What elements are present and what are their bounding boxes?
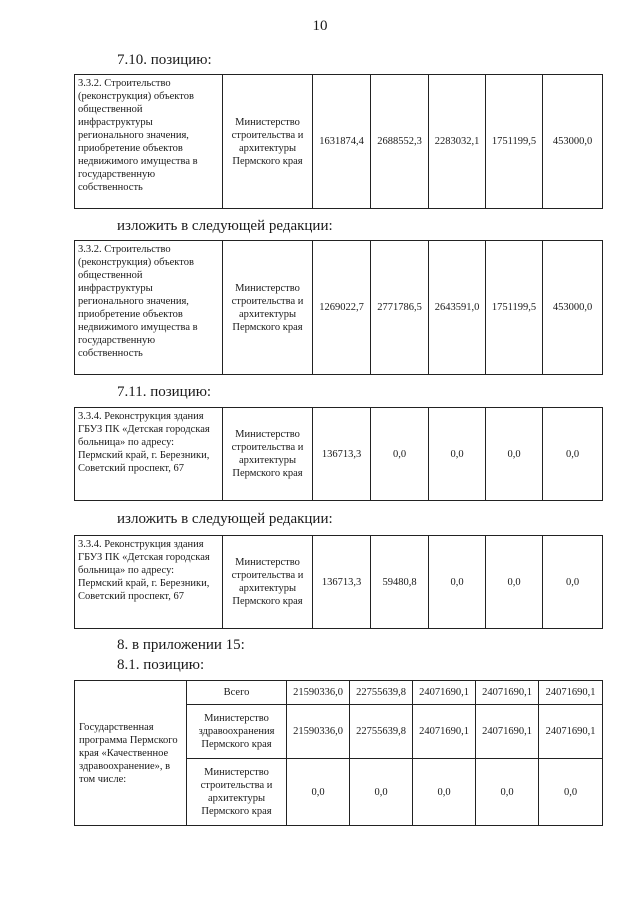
value-cell: 24071690,1 (539, 681, 603, 705)
value-cell: 2771786,5 (371, 241, 429, 375)
value-cell: 0,0 (429, 408, 486, 501)
value-cell: 2643591,0 (429, 241, 486, 375)
value-cell: 59480,8 (371, 536, 429, 629)
table-row (75, 241, 603, 375)
replace-heading-2: изложить в следующей редакции: (117, 511, 333, 527)
section-heading-8-1: 8.1. позицию: (117, 657, 205, 673)
program-name: Государственная программа Пермского края «Качественное здравоохранение», в том числе: (75, 681, 187, 826)
value-cell: 0,0 (543, 536, 603, 629)
responsible-org: Министерство строительства и архитектуры Пермского края (223, 536, 313, 629)
value-cell: 1751199,5 (486, 241, 543, 375)
section-heading-8: 8. в приложении 15: (117, 637, 245, 653)
value-cell: 22755639,8 (350, 681, 413, 705)
table-row (75, 408, 603, 501)
value-cell: 0,0 (413, 759, 476, 826)
value-cell: 453000,0 (543, 241, 603, 375)
value-cell: 136713,3 (313, 408, 371, 501)
position-description: 3.3.4. Реконструкция здания ГБУЗ ПК «Детская городская больница» по адресу: Пермский край, г. Березники, Советский проспект, 67 (75, 408, 223, 501)
responsible-org: Министерство строительства и архитектуры Пермского края (223, 408, 313, 501)
value-cell: 21590336,0 (287, 705, 350, 759)
position-description: 3.3.4. Реконструкция здания ГБУЗ ПК «Детская городская больница» по адресу: Пермский край, г. Березники, Советский проспект, 67 (75, 536, 223, 629)
row-label: Министерство строительства и архитектуры Пермского края (187, 759, 287, 826)
position-description: 3.3.2. Строительство (реконструкция) объектов общественной инфраструктуры регионального значения, приобретение объектов недвижимого имущества в государственную собственность (75, 75, 223, 209)
value-cell: 0,0 (476, 759, 539, 826)
value-cell: 0,0 (486, 536, 543, 629)
value-cell: 0,0 (350, 759, 413, 826)
section-heading-7-11: 7.11. позицию: (117, 384, 212, 400)
value-cell: 2283032,1 (429, 75, 486, 209)
table-program (74, 680, 603, 826)
section-heading-7-10: 7.10. позицию: (117, 52, 212, 68)
table-row (75, 681, 603, 705)
value-cell: 0,0 (486, 408, 543, 501)
row-label: Министерство здравоохранения Пермского края (187, 705, 287, 759)
table-332-new (74, 240, 603, 375)
position-description: 3.3.2. Строительство (реконструкция) объектов общественной инфраструктуры регионального значения, приобретение объектов недвижимого имущества в государственную собственность (75, 241, 223, 375)
value-cell: 0,0 (539, 759, 603, 826)
value-cell: 24071690,1 (539, 705, 603, 759)
value-cell: 24071690,1 (413, 681, 476, 705)
value-cell: 22755639,8 (350, 705, 413, 759)
value-cell: 0,0 (287, 759, 350, 826)
table-row (75, 536, 603, 629)
value-cell: 24071690,1 (413, 705, 476, 759)
value-cell: 0,0 (543, 408, 603, 501)
value-cell: 24071690,1 (476, 681, 539, 705)
value-cell: 24071690,1 (476, 705, 539, 759)
table-row (75, 75, 603, 209)
value-cell: 21590336,0 (287, 681, 350, 705)
table-334-old (74, 407, 603, 501)
value-cell: 0,0 (371, 408, 429, 501)
responsible-org: Министерство строительства и архитектуры Пермского края (223, 241, 313, 375)
value-cell: 1751199,5 (486, 75, 543, 209)
value-cell: 2688552,3 (371, 75, 429, 209)
page-number: 10 (312, 18, 328, 34)
row-label: Всего (187, 681, 287, 705)
table-334-new (74, 535, 603, 629)
value-cell: 1269022,7 (313, 241, 371, 375)
replace-heading-1: изложить в следующей редакции: (117, 218, 333, 234)
responsible-org: Министерство строительства и архитектуры Пермского края (223, 75, 313, 209)
table-332-old (74, 74, 603, 209)
value-cell: 1631874,4 (313, 75, 371, 209)
value-cell: 0,0 (429, 536, 486, 629)
value-cell: 136713,3 (313, 536, 371, 629)
value-cell: 453000,0 (543, 75, 603, 209)
